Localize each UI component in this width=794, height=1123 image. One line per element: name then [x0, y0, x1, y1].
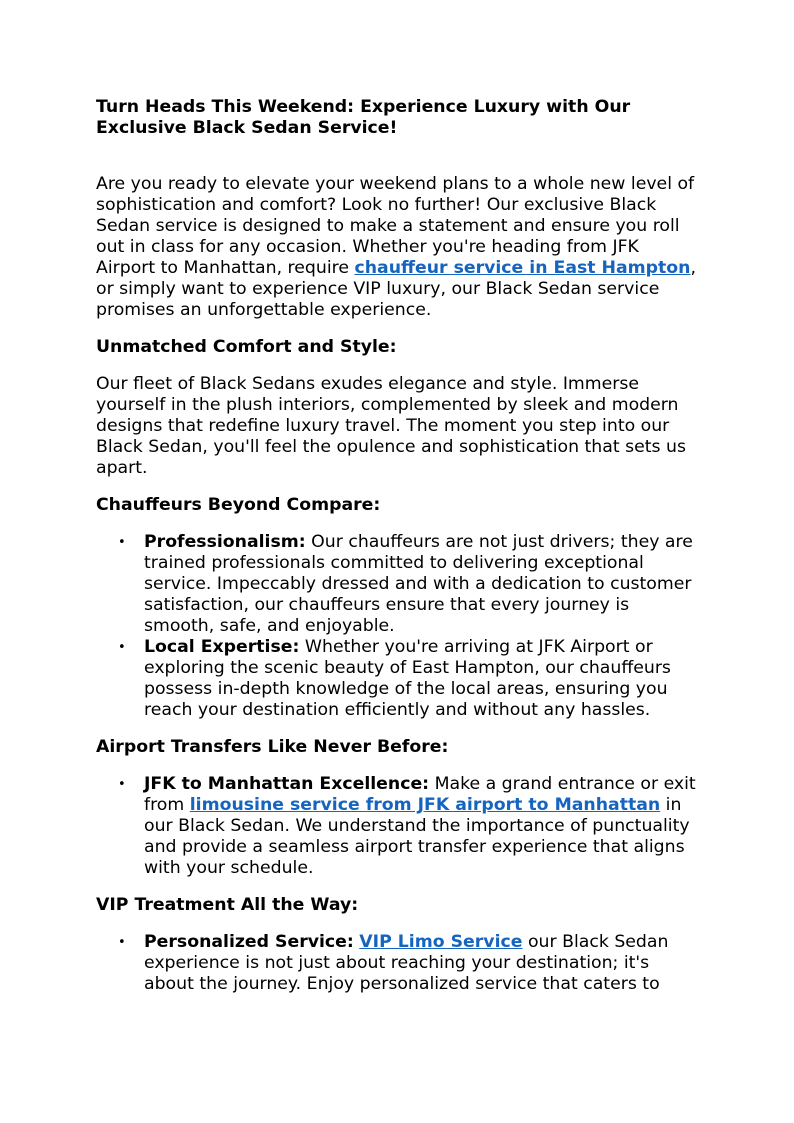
- item-text: Whether you're arriving at JFK Airport or exploring the scenic beauty of East Hampton, our chauffeurs possess in-depth knowledge of the local areas, ensuring you reach your destination efficiently and without any hassles.: [144, 637, 671, 720]
- airport-list: [96, 774, 700, 879]
- item-text: Make a grand entrance or exit from: [144, 774, 696, 815]
- item-text-after: our Black Sedan experience is not just about reaching your destination; it's about the journey. Enjoy personalized service that caters to: [144, 932, 669, 994]
- section-heading-chauffeurs: Chauffeurs Beyond Compare:: [96, 495, 381, 515]
- intro-text-after: , or simply want to experience VIP luxury, our Black Sedan service promises an unforgettable experience.: [96, 258, 696, 320]
- document-page: [96, 97, 700, 1011]
- item-text: Our chauffeurs are not just drivers; they are trained professionals committed to delivering exceptional service. Impeccably dressed and with a dedication to customer satisfaction, our chauffeurs ensure that every journey is smooth, safe, and enjoyable.: [144, 532, 693, 636]
- section-heading-vip: VIP Treatment All the Way:: [96, 895, 359, 915]
- list-item: [144, 637, 700, 721]
- list-item: [144, 774, 700, 879]
- chauffeurs-list: [96, 532, 700, 721]
- section-heading-airport: Airport Transfers Like Never Before:: [96, 737, 449, 757]
- item-label: JFK to Manhattan Excellence:: [144, 774, 430, 794]
- section-heading-comfort: Unmatched Comfort and Style:: [96, 337, 397, 357]
- comfort-paragraph: Our fleet of Black Sedans exudes elegance and style. Immerse yourself in the plush interiors, complemented by sleek and modern designs that redefine luxury travel. The moment you step into our Black Sedan, you'll feel the opulence and sophistication that sets us apart.: [96, 374, 686, 478]
- item-label: Local Expertise:: [144, 637, 300, 657]
- chauffeur-east-hampton-link[interactable]: chauffeur service in East Hampton: [354, 258, 691, 278]
- intro-paragraph: [96, 174, 700, 321]
- vip-limo-service-link[interactable]: VIP Limo Service: [359, 932, 523, 952]
- item-label: Professionalism:: [144, 532, 306, 552]
- document-title: Turn Heads This Weekend: Experience Luxury with Our Exclusive Black Sedan Service!: [96, 97, 631, 138]
- list-item: [144, 932, 700, 995]
- jfk-limousine-link[interactable]: limousine service from JFK airport to Manhattan: [189, 795, 661, 815]
- item-label: Personalized Service:: [144, 932, 354, 952]
- item-text-after: in our Black Sedan. We understand the importance of punctuality and provide a seamless airport transfer experience that aligns with your schedule.: [144, 795, 690, 878]
- intro-text: Are you ready to elevate your weekend plans to a whole new level of sophistication and comfort? Look no further! Our exclusive Black Sedan service is designed to make a statement and ensure you roll out in class for any occasion. Whether you're heading from JFK Airport to Manhattan, require: [96, 174, 695, 278]
- list-item: [144, 532, 700, 637]
- vip-list: [96, 932, 700, 995]
